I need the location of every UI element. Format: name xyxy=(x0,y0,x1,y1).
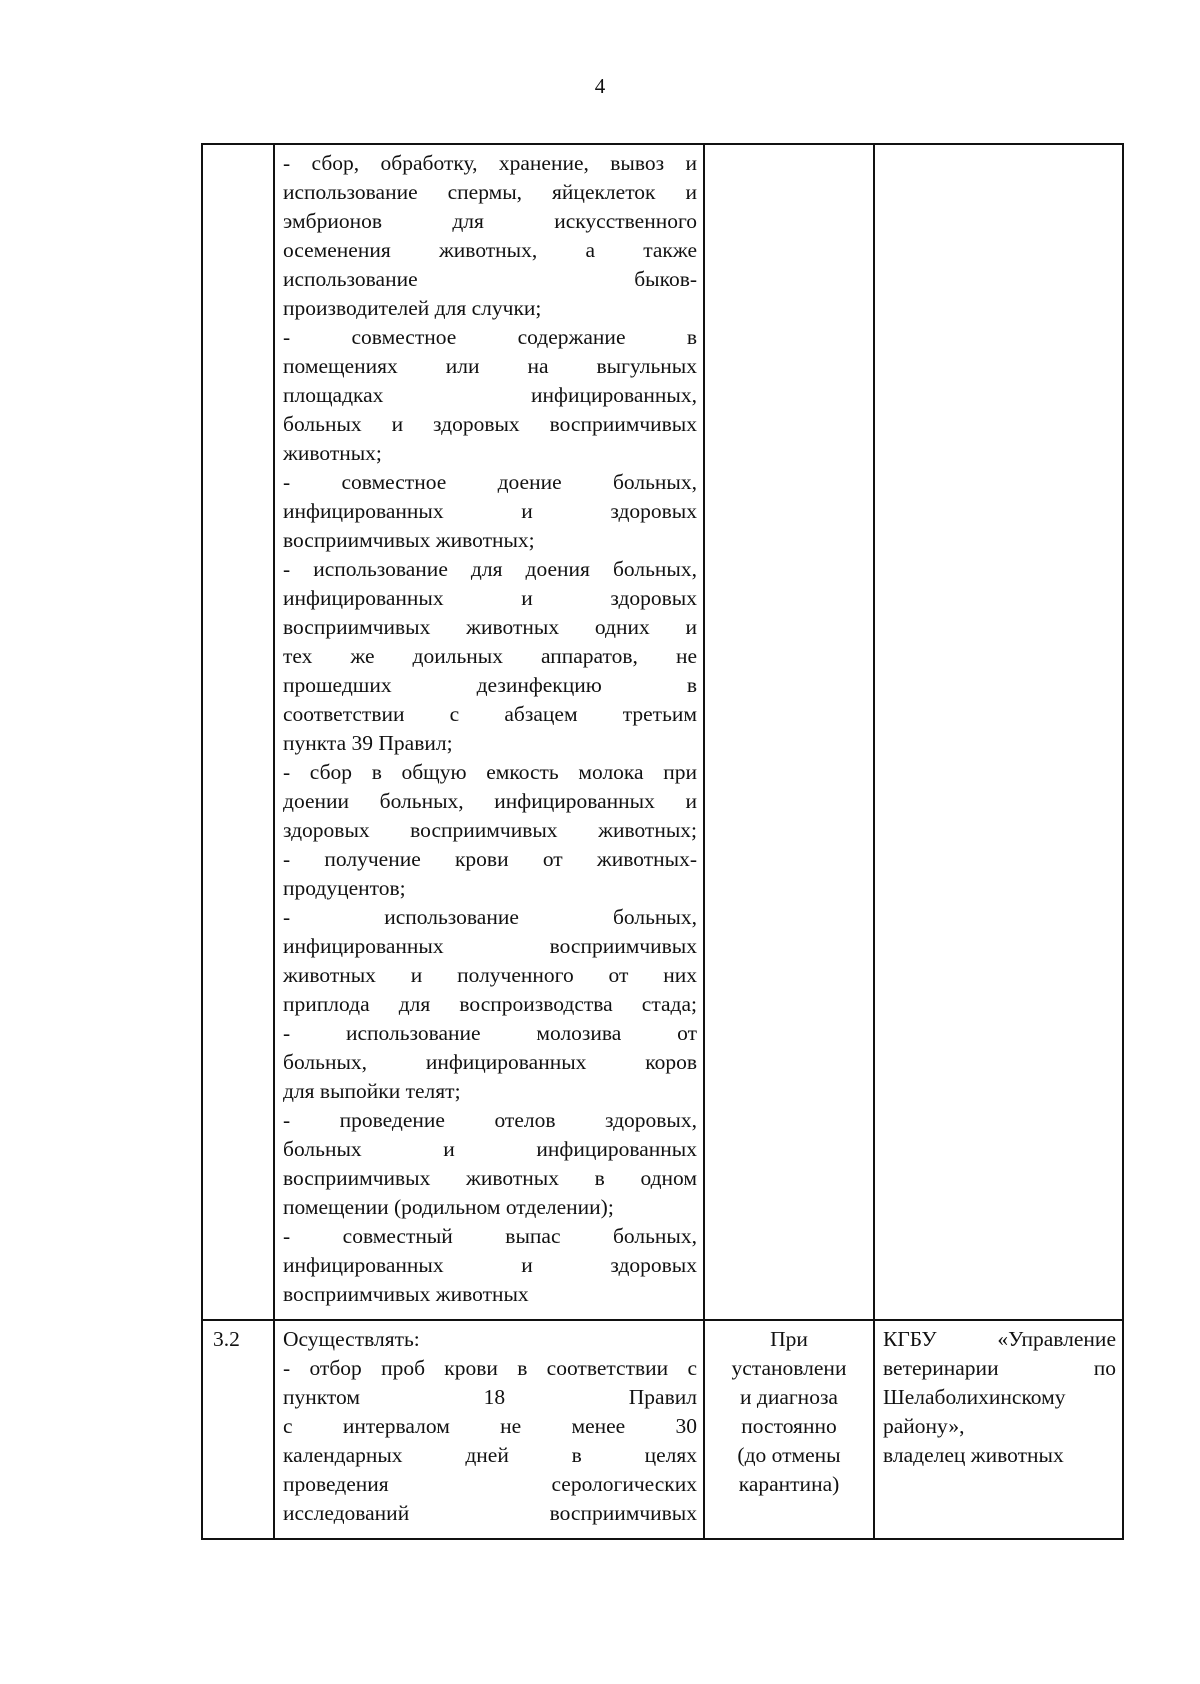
text-line: восприимчивых животных; xyxy=(283,528,535,552)
text-line: восприимчивых животных xyxy=(283,1282,529,1306)
text-line: - использование больных, xyxy=(283,905,697,929)
responsible-text xyxy=(875,145,1122,159)
measure-text-cell xyxy=(274,144,704,1320)
text-line: При xyxy=(770,1327,808,1351)
responsible-cell xyxy=(874,1320,1123,1539)
measures-table xyxy=(201,143,1124,1540)
text-line: - совместный выпас больных, xyxy=(283,1224,697,1248)
text-line: - сбор в общую емкость молока при xyxy=(283,760,697,784)
text-line: постоянно xyxy=(741,1414,837,1438)
term-text xyxy=(705,145,873,159)
measure-text-cell xyxy=(274,1320,704,1539)
term-cell xyxy=(704,1320,874,1539)
text-line: эмбрионов для искусственного xyxy=(283,209,697,233)
text-line: здоровых восприимчивых животных; xyxy=(283,818,697,842)
row-number xyxy=(203,145,273,149)
row-number-cell xyxy=(202,144,274,1320)
table-row xyxy=(202,1320,1123,1539)
text-line: производителей для случки; xyxy=(283,296,542,320)
text-line: Осуществлять: xyxy=(283,1327,420,1351)
text-line: установлени xyxy=(731,1356,847,1380)
text-line: пунктом 18 Правил xyxy=(283,1385,697,1409)
text-line: площадках инфицированных, xyxy=(283,383,697,407)
text-line: помещениях или на выгульных xyxy=(283,354,697,378)
text-line: восприимчивых животных в одном xyxy=(283,1166,697,1190)
text-line: пункта 39 Правил; xyxy=(283,731,453,755)
measure-text xyxy=(275,1321,703,1538)
text-line: животных; xyxy=(283,441,382,465)
responsible-cell xyxy=(874,144,1123,1320)
text-line: инфицированных и здоровых xyxy=(283,1253,697,1277)
text-line: исследований восприимчивых xyxy=(283,1501,697,1525)
text-line: (до отмены xyxy=(737,1443,841,1467)
text-line: больных и здоровых восприимчивых xyxy=(283,412,697,436)
measure-text xyxy=(275,145,703,1319)
text-line: - проведение отелов здоровых, xyxy=(283,1108,697,1132)
text-line: для выпойки телят; xyxy=(283,1079,461,1103)
text-line: карантина) xyxy=(738,1472,840,1496)
text-line: использование спермы, яйцеклеток и xyxy=(283,180,697,204)
text-line: использование быков- xyxy=(283,267,697,291)
text-line: - отбор проб крови в соответствии с xyxy=(283,1356,697,1380)
text-line: тех же доильных аппаратов, не xyxy=(283,644,697,668)
text-line: больных и инфицированных xyxy=(283,1137,697,1161)
responsible-text xyxy=(875,1321,1122,1480)
text-line: - совместное доение больных, xyxy=(283,470,697,494)
text-line: КГБУ «Управление xyxy=(883,1327,1116,1351)
text-line: продуцентов; xyxy=(283,876,406,900)
text-line: соответствии с абзацем третьим xyxy=(283,702,697,726)
text-line: инфицированных и здоровых xyxy=(283,586,697,610)
text-line: осеменения животных, а также xyxy=(283,238,697,262)
row-number-cell xyxy=(202,1320,274,1539)
text-line: - использование молозива от xyxy=(283,1021,697,1045)
text-line: приплода для воспроизводства стада; xyxy=(283,992,697,1016)
text-line: владелец животных xyxy=(883,1443,1064,1467)
term-cell xyxy=(704,144,874,1320)
term-text xyxy=(705,1321,873,1509)
text-line: - сбор, обработку, хранение, вывоз и xyxy=(283,151,697,175)
text-line: - совместное содержание в xyxy=(283,325,697,349)
text-line: календарных дней в целях xyxy=(283,1443,697,1467)
text-line: инфицированных восприимчивых xyxy=(283,934,697,958)
text-line: проведения серологических xyxy=(283,1472,697,1496)
text-line: и диагноза xyxy=(740,1385,838,1409)
text-line: - получение крови от животных- xyxy=(283,847,697,871)
text-line: району», xyxy=(883,1414,965,1438)
text-line: - использование для доения больных, xyxy=(283,557,697,581)
text-line: прошедших дезинфекцию в xyxy=(283,673,697,697)
text-line: инфицированных и здоровых xyxy=(283,499,697,523)
text-line: с интервалом не менее 30 xyxy=(283,1414,697,1438)
text-line: ветеринарии по xyxy=(883,1356,1116,1380)
text-line: больных, инфицированных коров xyxy=(283,1050,697,1074)
text-line: помещении (родильном отделении); xyxy=(283,1195,614,1219)
page-number: 4 xyxy=(594,74,606,98)
row-number: 3.2 xyxy=(213,1327,240,1351)
text-line: восприимчивых животных одних и xyxy=(283,615,697,639)
text-line: животных и полученного от них xyxy=(283,963,697,987)
text-line: Шелаболихинскому xyxy=(883,1385,1066,1409)
text-line: доении больных, инфицированных и xyxy=(283,789,697,813)
table-row xyxy=(202,144,1123,1320)
